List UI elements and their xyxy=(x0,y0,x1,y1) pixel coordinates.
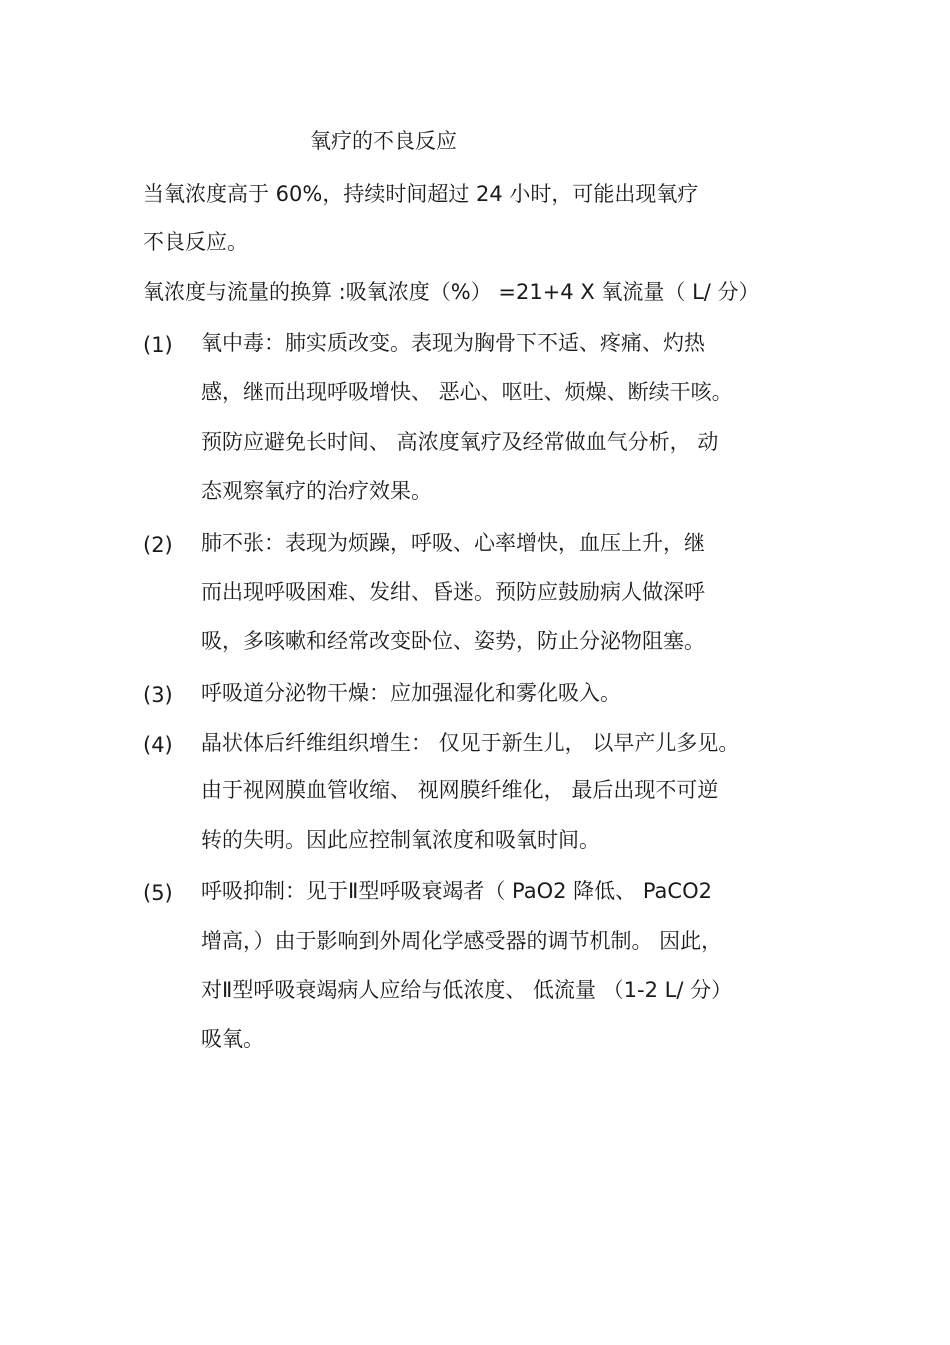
item-number: (5) xyxy=(143,881,173,905)
intro-line: 不良反应。 xyxy=(143,230,248,254)
item-text-line: 对Ⅱ型呼吸衰竭病人应给与低浓度、 低流量 （1-2 L/ 分） xyxy=(201,978,733,1002)
item-text-line: 呼吸抑制：见于Ⅱ型呼吸衰竭者（ PaO2 降低、 PaCO2 xyxy=(201,879,712,903)
item-text-line: 转的失明。因此应控制氧浓度和吸氧时间。 xyxy=(201,828,600,852)
item-number: (1) xyxy=(143,333,173,357)
item-text-line: 肺不张：表现为烦躁，呼吸、心率增快，血压上升，继 xyxy=(201,531,705,555)
item-text-line: 呼吸道分泌物干燥：应加强湿化和雾化吸入。 xyxy=(201,681,621,705)
item-text-line: 态观察氧疗的治疗效果。 xyxy=(201,479,432,503)
item-number: (3) xyxy=(143,683,173,707)
item-text-line: 吸，多咳嗽和经常改变卧位、姿势，防止分泌物阻塞。 xyxy=(201,629,705,653)
item-text-line: 而出现呼吸困难、发绀、昏迷。预防应鼓励病人做深呼 xyxy=(201,580,705,604)
item-number: (4) xyxy=(143,733,173,757)
item-text-line: 吸氧。 xyxy=(201,1027,264,1051)
item-text-line: 增高，）由于影响到外周化学感受器的调节机制。 因此， xyxy=(201,929,723,953)
item-text-line: 预防应避免长时间、 高浓度氧疗及经常做血气分析， 动 xyxy=(201,430,719,454)
document-title: 氧疗的不良反应 xyxy=(310,129,457,153)
item-text-line: 感，继而出现呼吸增快、 恶心、呕吐、烦燥、断续干咳。 xyxy=(201,380,733,404)
formula-line: 氧浓度与流量的换算 :吸氧浓度（%） =21+4 X 氧流量（ L/ 分） xyxy=(143,280,760,304)
intro-line: 当氧浓度高于 60%，持续时间超过 24 小时，可能出现氧疗 xyxy=(143,182,699,206)
item-text-line: 晶状体后纤维组织增生： 仅见于新生儿， 以早产儿多见。 xyxy=(201,731,740,755)
item-number: (2) xyxy=(143,533,173,557)
item-text-line: 由于视网膜血管收缩、 视网膜纤维化， 最后出现不可逆 xyxy=(201,778,719,802)
item-text-line: 氧中毒：肺实质改变。表现为胸骨下不适、疼痛、灼热 xyxy=(201,331,705,355)
